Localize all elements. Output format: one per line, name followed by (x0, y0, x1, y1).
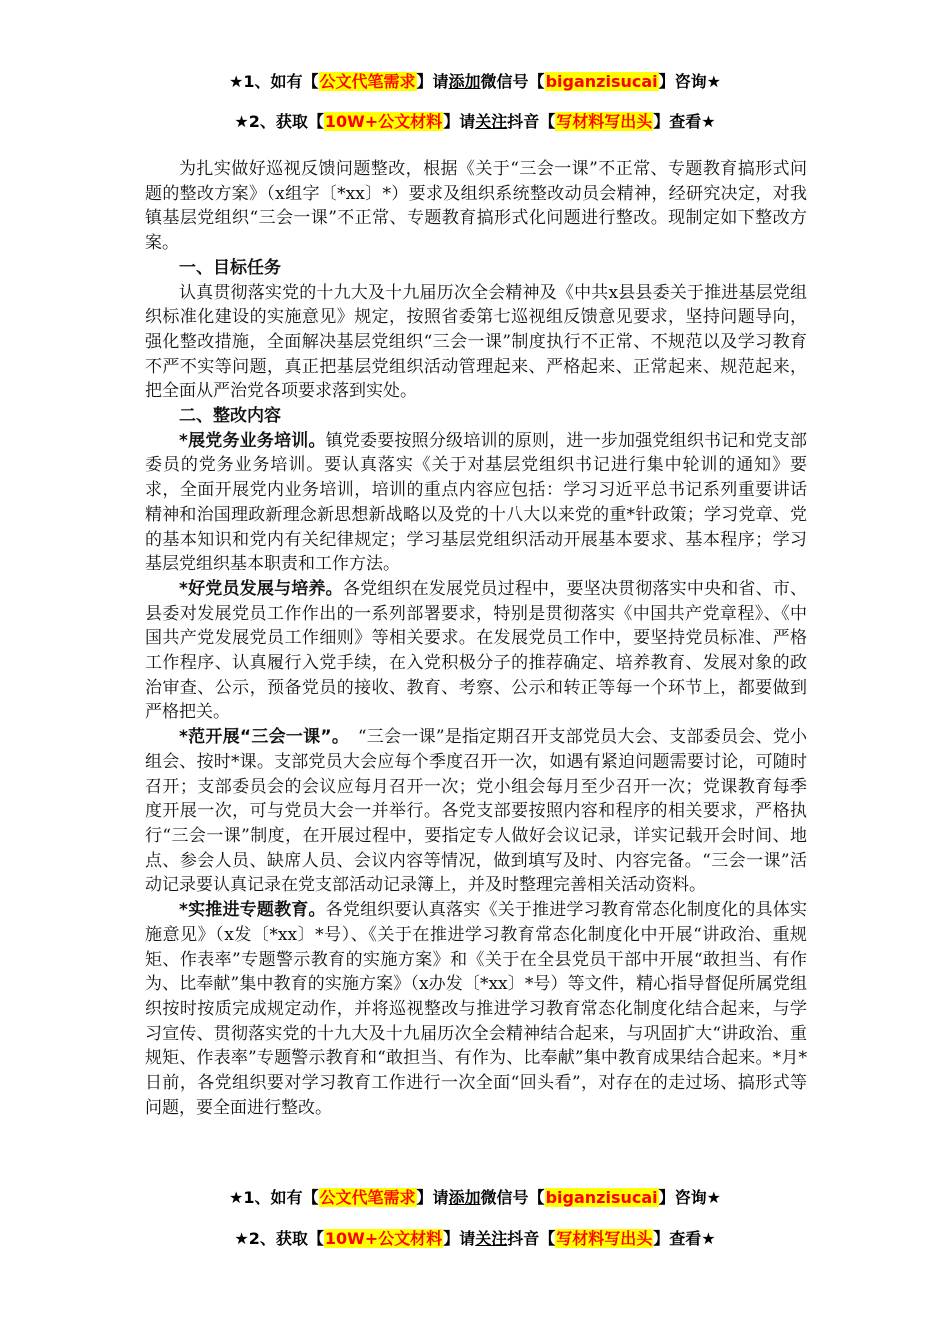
highlight-text: 公文代笔需求 (319, 72, 416, 91)
highlight-text: biganzisucai (545, 72, 658, 91)
highlight-text: 公文代笔需求 (319, 1188, 416, 1207)
promo-banner-top-1 (0, 71, 950, 93)
banner-text: 】查看★ (653, 112, 716, 131)
banner-text: 】查看★ (653, 1229, 716, 1248)
banner-text: ★2、获取【 (234, 112, 324, 131)
paragraph: 认真贯彻落实党的十九大及十九届历次全会精神及《中共x县县委关于推进基层党组织标准化建设的实施意见》规定，按照省委第七巡视组反馈意见要求，坚持问题导向，强化整改措施，全面解决基层党组织“三会一课”制度执行不正常、不规范以及学习教育不严不实等问题，真正把基层党组织活动管理起来、严格起来、正常起来、规范起来，把全面从严治党各项要求落到实处。 (145, 282, 807, 402)
banner-text: 微信号【 (480, 1188, 545, 1207)
section-heading: 一、目标任务 (179, 257, 281, 278)
banner-text: 微信号【 (480, 72, 545, 91)
item-text: 各党组织在发展党员过程中，要坚决贯彻落实中央和省、市、县委对发展党员工作作出的一系列部署要求，特别是贯彻落实《中国共产党章程》、《中国共产党发展党员工作细则》等相关要求。在发展党员工作中，要坚持党员标准、严格工作程序、认真履行入党手续，在入党积极分子的推荐确定、培养教育、发展对象的政治审查、公示，预备党员的接收、教育、考察、公示和转正等每一个环节上，都要做到严格把关。 (145, 578, 808, 723)
emphasis-text: 添加 (448, 1188, 481, 1207)
banner-text: 】咨询★ (658, 1188, 721, 1207)
promo-banner-bottom-1 (0, 1187, 950, 1209)
highlight-text: 10W+公文材料 (324, 1229, 443, 1248)
item-lead: *好党员发展与培养。 (179, 578, 343, 599)
highlight-text: biganzisucai (545, 1188, 658, 1207)
banner-text: ★1、如有【 (229, 1188, 319, 1207)
promo-banner-top-2 (0, 111, 950, 133)
list-item (145, 429, 807, 577)
highlight-text: 写材料写出头 (556, 112, 653, 131)
banner-text: 抖音【 (507, 112, 556, 131)
list-item (145, 725, 807, 898)
highlight-text: 写材料写出头 (556, 1229, 653, 1248)
item-lead: *范开展“三会一课”。 (179, 727, 341, 748)
banner-text: 】咨询★ (658, 72, 721, 91)
promo-banner-bottom-2 (0, 1228, 950, 1250)
banner-text: 】请 (416, 72, 449, 91)
document-body (145, 157, 807, 1120)
list-item (145, 577, 807, 725)
banner-text: ★2、获取【 (234, 1229, 324, 1248)
emphasis-text: 添加 (448, 72, 481, 91)
highlight-text: 10W+公文材料 (324, 112, 443, 131)
item-text: “三会一课”是指定期召开支部党员大会、支部委员会、党小组会、按时*课。支部党员大会应每个季度召开一次，如遇有紧迫问题需要讨论，可随时召开；支部委员会的会议应每月召开一次；党小组会每月至少召开一次；党课教育每季度开展一次，可与党员大会一并举行。各党支部要按照内容和程序的相关要求，严格执行“三会一课”制度，在开展过程中，要指定专人做好会议记录，详实记载开会时间、地点、参会人员、缺席人员、会议内容等情况，做到填写及时、内容完备。“三会一课”活动记录要认真记录在党支部活动记录簿上，并及时整理完善相关活动资料。 (145, 727, 807, 896)
banner-text: 抖音【 (507, 1229, 556, 1248)
item-lead: *展党务业务培训。 (179, 430, 326, 451)
section-heading: 二、整改内容 (179, 406, 281, 427)
item-lead: *实推进专题教育。 (179, 900, 326, 921)
banner-text: 】请 (443, 112, 476, 131)
banner-text: 】请 (416, 1188, 449, 1207)
item-text: 镇党委要按照分级培训的原则，进一步加强党组织书记和党支部委员的党务业务培训。要认真落实《关于对基层党组织书记进行集中轮训的通知》要求，全面开展党内业务培训，培训的重点内容应包括：学习习近平总书记系列重要讲话精神和治国理政新理念新思想新战略以及党的十八大以来党的重*针政策；学习党章、党的基本知识和党内有关纪律规定；学习基层党组织活动开展基本要求、基本程序；学习基层党组织基本职责和工作方法。 (145, 430, 808, 575)
emphasis-text: 关注 (475, 112, 508, 131)
banner-text: ★1、如有【 (229, 72, 319, 91)
item-text: 各党组织要认真落实《关于推进学习教育常态化制度化的具体实施意见》（x发〔*xx〕*号）、《关于在推进学习教育常态化制度化中开展“讲政治、重规矩、作表率”专题警示教育的实施方案》和《关于在全县党员干部中开展“敢担当、有作为、比奉献”集中教育的实施方案》（x办发〔*xx〕*号）等文件，精心指导督促所属党组织按时按质完成规定动作，并将巡视整改与推进学习教育常态化制度化结合起来，与学习宣传、贯彻落实党的十九大及十九届历次全会精神结合起来，与巩固扩大“讲政治、重规矩、作表率”专题警示教育和“敢担当、有作为、比奉献”集中教育成果结合起来。*月*日前，各党组织要对学习教育工作进行一次全面“回头看”，对存在的走过场、搞形式等问题，要全面进行整改。 (145, 900, 808, 1118)
emphasis-text: 关注 (475, 1229, 508, 1248)
list-item (145, 898, 807, 1120)
banner-text: 】请 (443, 1229, 476, 1248)
intro-paragraph: 为扎实做好巡视反馈问题整改，根据《关于“三会一课”不正常、专题教育搞形式问题的整改方案》（x组字〔*xx〕*）要求及组织系统整改动员会精神，经研究决定，对我镇基层党组织“三会一课”不正常、专题教育搞形式化问题进行整改。现制定如下整改方案。 (145, 159, 807, 254)
